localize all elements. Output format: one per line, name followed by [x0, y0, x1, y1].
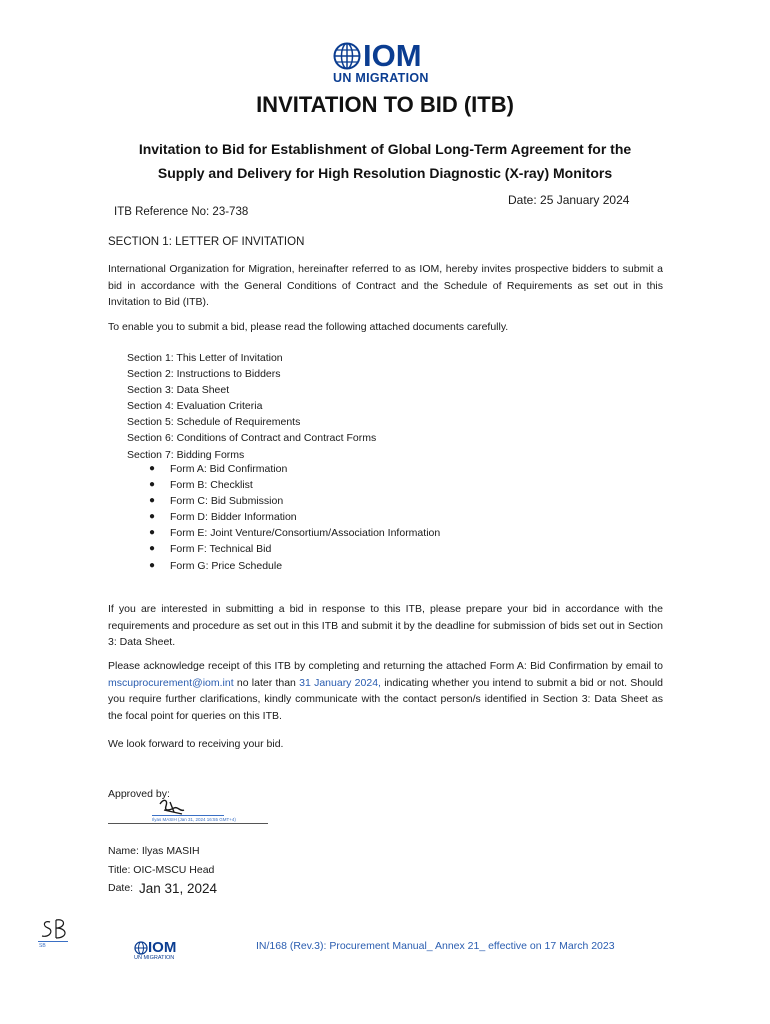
- logo-subtitle: UN MIGRATION: [333, 71, 429, 85]
- bullet-icon: ●: [149, 527, 156, 539]
- list-item: Section 6: Conditions of Contract and Contract Forms: [127, 432, 377, 445]
- list-item: Section 1: This Letter of Invitation: [127, 352, 283, 364]
- footer-text: IN/168 (Rev.3): Procurement Manual_ Annex 21_ effective on 17 March 2023: [256, 940, 615, 952]
- text-span: indicating whether you intend to submit a bid or not. Should you require further clarifications, kindly communicate with the contact person/s identified in Section 3: Data Sheet as the focal point for queries on this ITB.: [108, 676, 663, 722]
- list-item: Section 4: Evaluation Criteria: [127, 400, 263, 413]
- list-item: [150, 477, 440, 493]
- list-item: Section 5: Schedule of Requirements: [127, 416, 301, 429]
- footer-logo: [134, 941, 194, 963]
- text-span: no later than: [233, 676, 300, 689]
- list-item: Section 7: Bidding Forms: [127, 448, 245, 461]
- list-item: [150, 558, 440, 574]
- deadline-date: 31 January 2024,: [299, 676, 381, 689]
- document-title: INVITATION TO BID (ITB): [256, 92, 514, 117]
- form-label: Form F: Technical Bid: [170, 543, 272, 556]
- section-heading: SECTION 1: LETTER OF INVITATION: [108, 236, 305, 248]
- bullet-icon: ●: [149, 479, 156, 491]
- list-item: [150, 541, 440, 557]
- intro-paragraph: International Organization for Migration, hereinafter referred to as IOM, hereby invites prospective bidders to submit a bid in accordance with the General Conditions of Contract and the Schedule of Requirements as set out in this Invitation to Bid (ITB).: [108, 263, 663, 308]
- form-label: Form B: Checklist: [170, 479, 253, 492]
- list-item: [150, 493, 440, 509]
- approved-by-label: Approved by:: [108, 788, 170, 800]
- list-item: Section 3: Data Sheet: [127, 384, 230, 397]
- form-label: Form G: Price Schedule: [170, 559, 283, 572]
- approver-title: Title: OIC-MSCU Head: [108, 864, 215, 876]
- procurement-email-link[interactable]: mscuprocurement@iom.int: [108, 676, 234, 689]
- document-subtitle: [100, 137, 670, 185]
- list-item: Section 2: Instructions to Bidders: [127, 368, 281, 381]
- submission-paragraph: If you are interested in submitting a bid in response to this ITB, please prepare your bid in accordance with the requirements and procedure as set out in this ITB and submit it by the deadline for submission of bids set out in Section 3: Data Sheet.: [108, 603, 663, 648]
- issue-date: Date: 25 January 2024: [508, 193, 630, 207]
- iom-logo: [333, 38, 443, 88]
- footer-logo-subtitle: UN MIGRATION: [134, 955, 175, 961]
- form-label: Form C: Bid Submission: [170, 495, 284, 508]
- signature-caption: Ilyas MASIH (Jan 31, 2024 16:55 GMT+4): [152, 817, 236, 822]
- bullet-icon: ●: [149, 463, 156, 474]
- acknowledge-paragraph: [108, 658, 663, 724]
- initials-line: [38, 941, 68, 942]
- closing-paragraph: We look forward to receiving your bid.: [108, 738, 284, 750]
- bullet-icon: ●: [149, 559, 156, 571]
- approval-date-value: Jan 31, 2024: [139, 881, 218, 896]
- approval-date-label: Date:: [108, 882, 134, 894]
- subtitle-line-2: Supply and Delivery for High Resolution Diagnostic (X-ray) Monitors: [157, 165, 613, 181]
- list-item: [150, 509, 440, 525]
- signature-underline: [108, 823, 268, 824]
- subtitle-line-1: Invitation to Bid for Establishment of Global Long-Term Agreement for the: [138, 141, 632, 157]
- section-list: [127, 350, 376, 463]
- form-label: Form E: Joint Venture/Consortium/Association Information: [170, 527, 441, 540]
- form-label: Form D: Bidder Information: [170, 511, 297, 524]
- footer-logo-brand: IOM: [148, 939, 177, 956]
- forms-list: [150, 461, 440, 574]
- initials-signature: [38, 916, 74, 944]
- documents-paragraph: To enable you to submit a bid, please read the following attached documents carefully.: [108, 321, 509, 333]
- signature-line: [152, 815, 224, 816]
- iom-globe-icon: [134, 941, 148, 955]
- logo-brand: IOM: [363, 38, 422, 73]
- form-label: Form A: Bid Confirmation: [170, 463, 288, 475]
- iom-globe-icon: [333, 42, 361, 70]
- bullet-icon: ●: [149, 543, 156, 555]
- list-item: [150, 461, 440, 477]
- text-span: Please acknowledge receipt of this ITB by completing and returning the attached Form A: Bid Confirmation by email to: [108, 660, 663, 672]
- bullet-icon: ●: [149, 495, 156, 507]
- list-item: [150, 525, 440, 541]
- bullet-icon: ●: [149, 511, 156, 523]
- itb-reference: ITB Reference No: 23-738: [114, 206, 249, 218]
- initials-caption: SB: [39, 943, 46, 949]
- approver-name: Name: Ilyas MASIH: [108, 845, 200, 857]
